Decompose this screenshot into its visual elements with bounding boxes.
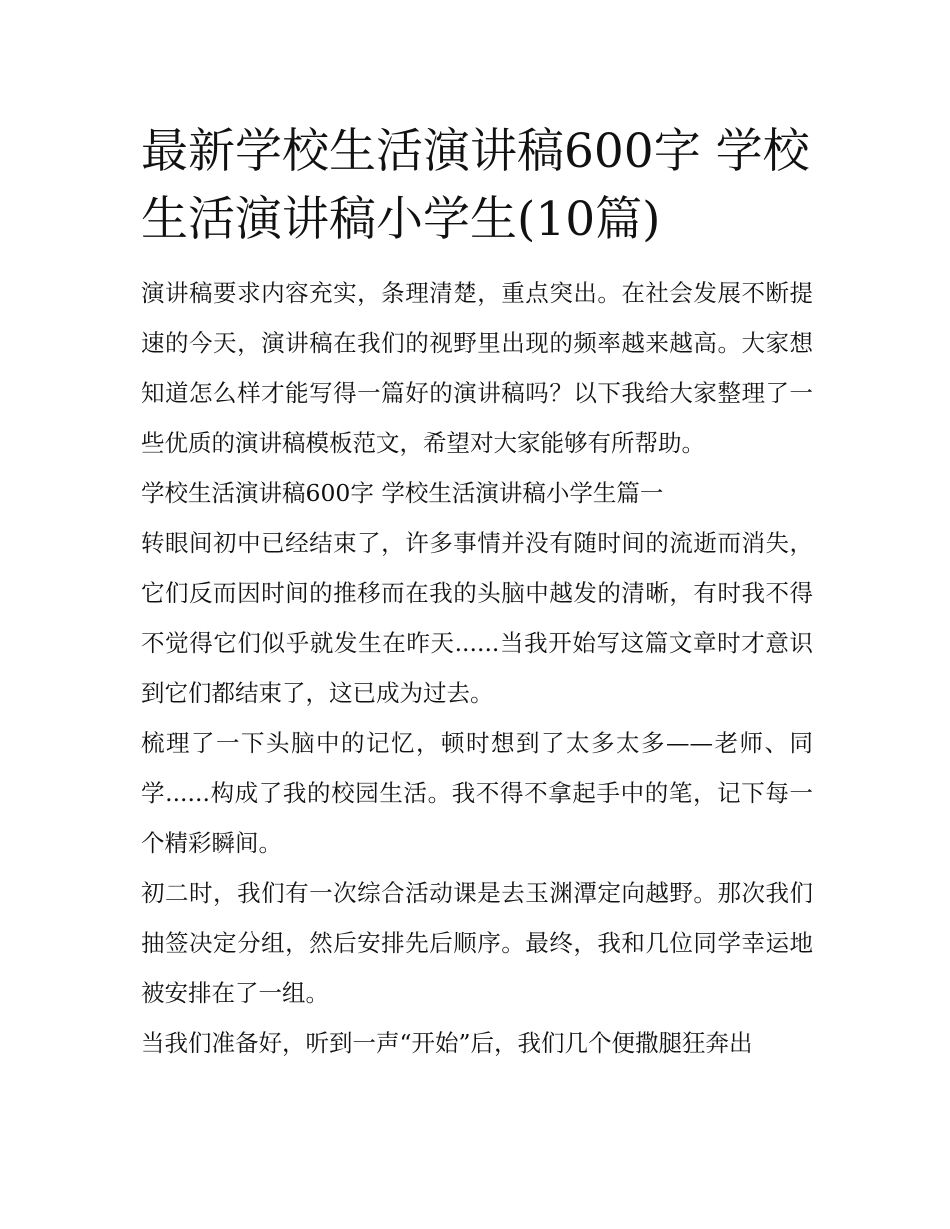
body-paragraph: 转眼间初中已经结束了，许多事情并没有随时间的流逝而消失，它们反而因时间的推移而在我的头脑中越发的清晰，有时我不得不觉得它们似乎就发生在昨天......当我开始写这篇文章时才意识到它们都结束了，这已成为过去。 [141,529,813,707]
section-heading: 学校生活演讲稿600字 学校生活演讲稿小学生篇一 [141,479,664,507]
body-paragraph: 当我们准备好，听到一声“开始”后，我们几个便撒腿狂奔出 [141,1029,753,1057]
document-page [141,118,813,1068]
document-title: 最新学校生活演讲稿600字 学校生活演讲稿小学生(10篇) [141,124,810,247]
document-body [141,268,813,1068]
body-paragraph: 初二时，我们有一次综合活动课是去玉渊潭定向越野。那次我们抽签决定分组，然后安排先后顺序。最终，我和几位同学幸运地被安排在了一组。 [141,879,813,1007]
intro-paragraph: 演讲稿要求内容充实，条理清楚，重点突出。在社会发展不断提速的今天，演讲稿在我们的视野里出现的频率越来越高。大家想知道怎么样才能写得一篇好的演讲稿吗？以下我给大家整理了一些优质的演讲稿模板范文，希望对大家能够有所帮助。 [141,279,813,457]
body-paragraph: 梳理了一下头脑中的记忆，顿时想到了太多太多——老师、同学......构成了我的校园生活。我不得不拿起手中的笔，记下每一个精彩瞬间。 [141,729,813,857]
